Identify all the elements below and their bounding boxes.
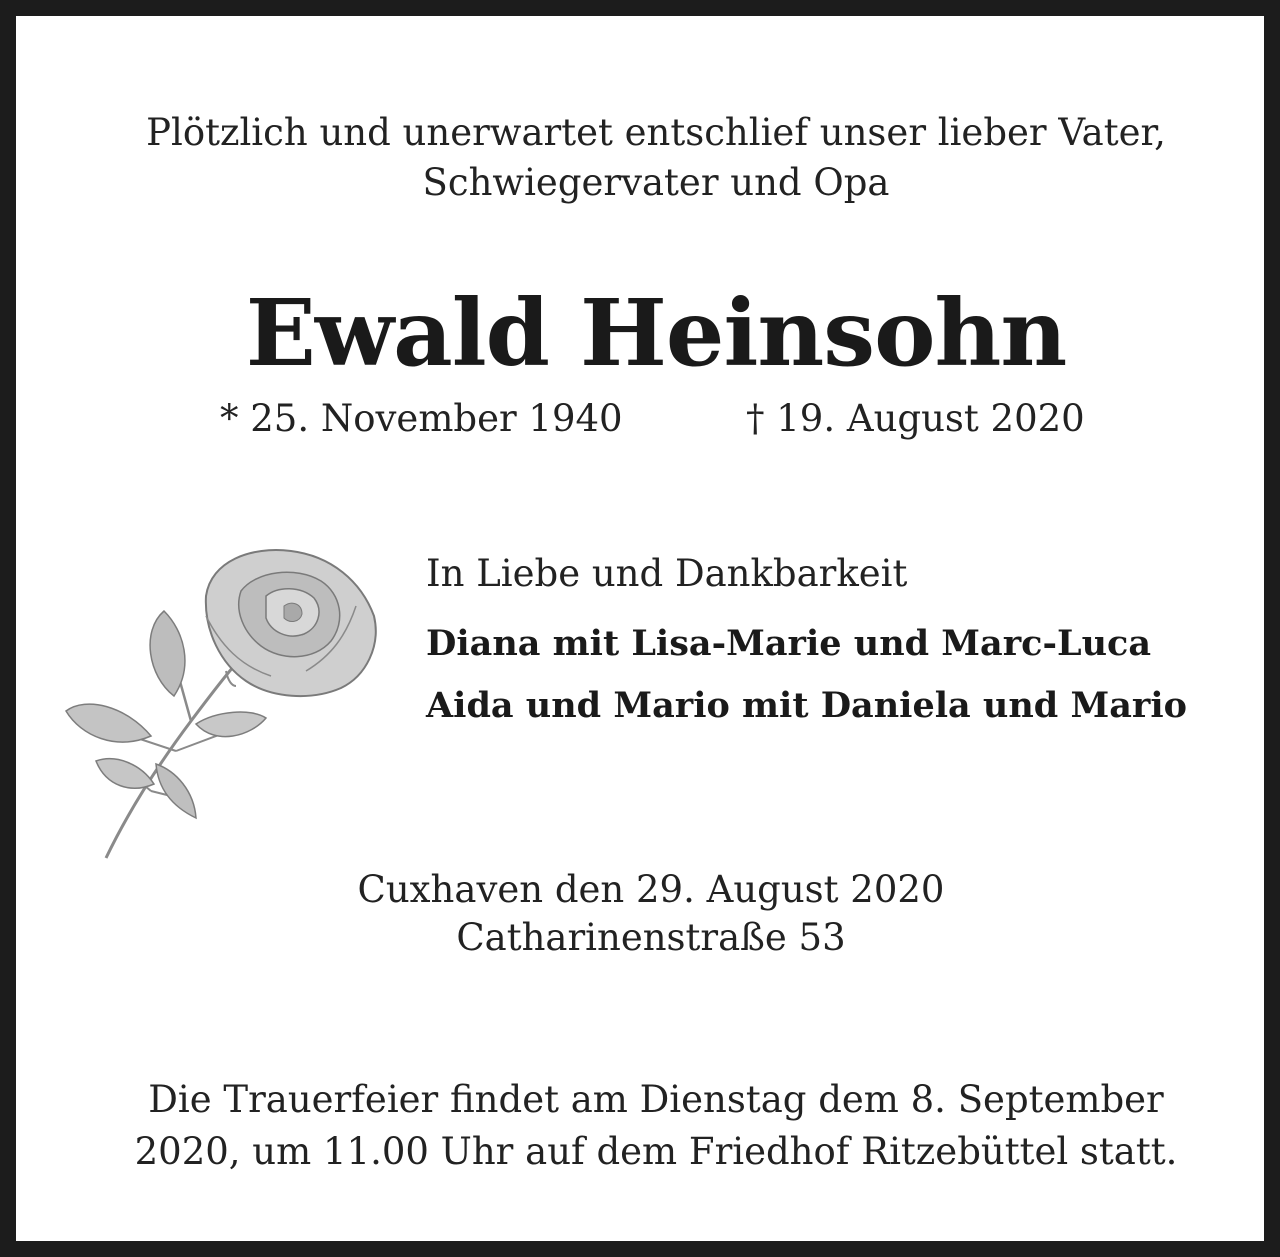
place-date: Cuxhaven den 29. August 2020 [357,868,945,911]
place-and-address [56,866,1256,962]
closing-phrase: In Liebe und Dankbarkeit [426,552,908,595]
intro-line-2: Schwiegervater und Opa [422,161,890,204]
family-line-2: Aida und Mario mit Daniela und Mario [426,685,1187,726]
death-date: † 19. August 2020 [746,397,1085,440]
deceased-name: Ewald Heinsohn [245,279,1067,387]
service-info [56,1074,1256,1178]
family-line-1: Diana mit Lisa-Marie und Marc-Luca [426,623,1152,664]
intro-line-1: Plötzlich und unerwartet entschlief unser lieber Vater, [146,111,1166,154]
intro-text [56,108,1256,208]
service-line-1: Die Trauerfeier findet am Dienstag dem 8. September [148,1078,1164,1121]
service-line-2: 2020, um 11.00 Uhr auf dem Friedhof Ritzebüttel statt. [134,1130,1178,1173]
rose-illustration [56,536,396,866]
birth-date: * 25. November 1940 [220,397,623,440]
address: Catharinenstraße 53 [456,916,846,959]
